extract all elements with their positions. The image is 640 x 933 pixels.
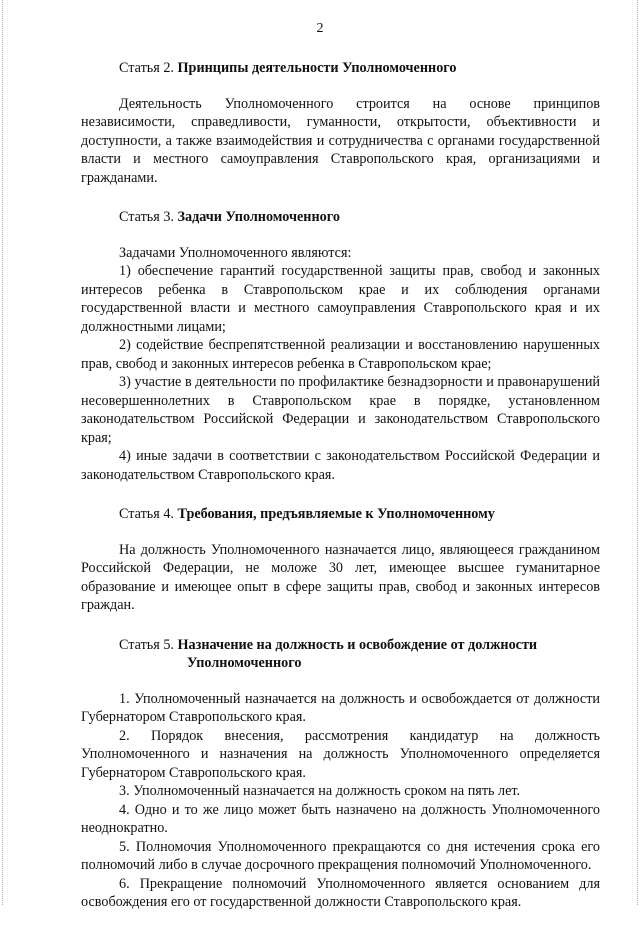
paragraph: 4. Одно и то же лицо может быть назначено на должность Уполномоченного неоднократно. bbox=[81, 801, 600, 836]
article-title-continuation: Уполномоченного bbox=[187, 655, 302, 671]
article-number: Статья 5. bbox=[119, 636, 174, 653]
paragraph: 2. Порядок внесения, рассмотрения кандидатур на должность Уполномоченного и назначения на должность Уполномоченного определяется Губернатором Ставропольского края. bbox=[81, 727, 600, 781]
article-4 bbox=[81, 505, 600, 615]
article-heading bbox=[81, 505, 600, 524]
article-2 bbox=[81, 59, 600, 187]
article-number: Статья 4. bbox=[119, 506, 174, 522]
paragraph: Задачами Уполномоченного являются: bbox=[119, 244, 352, 261]
document-body bbox=[81, 59, 600, 933]
paragraph: Деятельность Уполномоченного строится на основе принципов независимости, справедливости, гуманности, открытости, объективности и доступности, а также взаимодействия и сотрудничества с органами государственной власти и местного самоуправления Ставропольского края, организациями и гражданами. bbox=[81, 95, 600, 186]
article-heading bbox=[81, 636, 600, 673]
paragraph: 3. Уполномоченный назначается на должность сроком на пять лет. bbox=[119, 783, 521, 799]
scan-edge-right bbox=[637, 0, 639, 905]
paragraph: 3) участие в деятельности по профилактике безнадзорности и правонарушений несовершеннолетних в Ставропольском крае в порядке, установленном законодательством Российской Федерации и законодательством Ставропольского края; bbox=[81, 374, 600, 446]
article-heading bbox=[81, 59, 600, 78]
paragraph: 4) иные задачи в соответствии с законодательством Российской Федерации и законодательством Ставропольского края. bbox=[81, 448, 600, 483]
article-title: Назначение на должность и освобождение от должности bbox=[177, 636, 538, 653]
article-title: Требования, предъявляемые к Уполномоченному bbox=[177, 506, 495, 522]
article-title: Принципы деятельности Уполномоченного bbox=[177, 60, 457, 76]
paragraph: 1) обеспечение гарантий государственной защиты прав, свобод и законных интересов ребенка в Ставропольском крае и их соблюдения органами государственной власти и местного самоуправления Ставропольского края и их должностными лицами; bbox=[81, 263, 600, 335]
article-5 bbox=[81, 636, 600, 912]
paragraph: 6. Прекращение полномочий Уполномоченного является основанием для освобождения его от государственной должности Ставропольского края. bbox=[81, 875, 600, 910]
article-3 bbox=[81, 208, 600, 484]
paragraph: На должность Уполномоченного назначается лицо, являющееся гражданином Российской Федерации, не моложе 30 лет, имеющее высшее гуманитарное образование и имеющее опыт в сфере защиты прав, свобод и законных интересов граждан. bbox=[81, 541, 600, 613]
article-heading bbox=[81, 208, 600, 227]
paragraph: 2) содействие беспрепятственной реализации и восстановлению нарушенных прав, свобод и законных интересов ребенка в Ставропольском крае; bbox=[81, 337, 600, 372]
article-title: Задачи Уполномоченного bbox=[177, 209, 340, 225]
scan-edge-left bbox=[2, 0, 4, 905]
paragraph: 1. Уполномоченный назначается на должность и освобождается от должности Губернатором Ставропольского края. bbox=[81, 690, 600, 725]
article-number: Статья 2. bbox=[119, 60, 174, 76]
paragraph: 5. Полномочия Уполномоченного прекращаются со дня истечения срока его полномочий либо в случае досрочного прекращения полномочий Уполномоченного. bbox=[81, 838, 600, 873]
article-number: Статья 3. bbox=[119, 209, 174, 225]
page-number: 2 bbox=[316, 21, 324, 36]
